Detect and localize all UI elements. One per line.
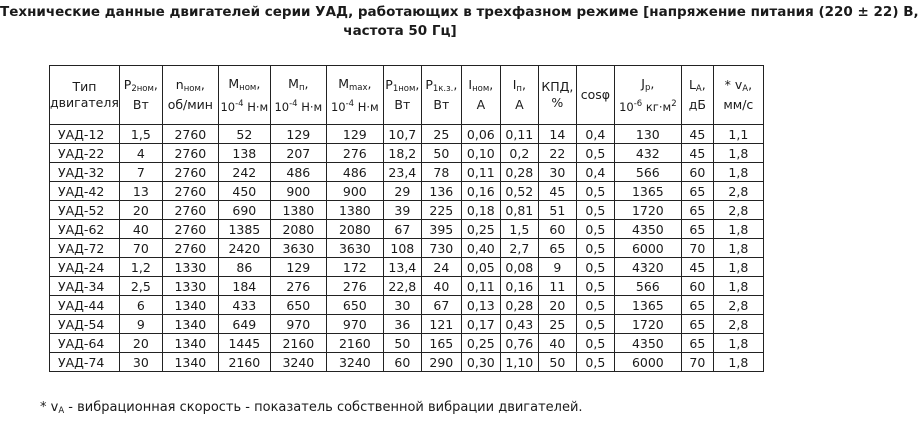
table-cell: 0,30 (461, 353, 500, 372)
header-m-max: $M_{max}$, $10^{-4}$ Н·м (326, 66, 383, 125)
table-cell: 1380 (326, 201, 383, 220)
table-cell: 30 (119, 353, 162, 372)
table-cell: 0,06 (461, 125, 500, 144)
table-cell: 900 (270, 182, 326, 201)
motor-type-cell: УАД-42 (50, 182, 120, 201)
table-cell: 14 (538, 125, 576, 144)
table-row (50, 163, 764, 182)
table-cell: 0,11 (461, 163, 500, 182)
table-cell: 13,4 (383, 258, 421, 277)
table-cell: 70 (119, 239, 162, 258)
table-cell: 1,8 (713, 277, 763, 296)
table-cell: 65 (681, 315, 713, 334)
table-cell: 0,5 (576, 334, 614, 353)
table-cell: 0,2 (500, 144, 538, 163)
table-cell: 129 (326, 125, 383, 144)
motor-type-cell: УАД-72 (50, 239, 120, 258)
table-cell: 70 (681, 239, 713, 258)
table-cell: 0,4 (576, 125, 614, 144)
table-cell: 9 (538, 258, 576, 277)
table-cell: 0,13 (461, 296, 500, 315)
table-cell: 22,8 (383, 277, 421, 296)
motor-type-cell: УАД-62 (50, 220, 120, 239)
table-row (50, 201, 764, 220)
table-cell: 2760 (162, 201, 218, 220)
table-cell: 0,40 (461, 239, 500, 258)
table-cell: 0,11 (500, 125, 538, 144)
header-vibration: * $v_A$, мм/с (713, 66, 763, 125)
table-cell: 0,18 (461, 201, 500, 220)
table-cell: 1365 (614, 182, 681, 201)
specifications-table (49, 65, 764, 372)
table-cell: 650 (270, 296, 326, 315)
table-row (50, 334, 764, 353)
table-cell: 0,5 (576, 201, 614, 220)
table-cell: 2760 (162, 125, 218, 144)
table-cell: 30 (538, 163, 576, 182)
table-cell: 486 (270, 163, 326, 182)
table-cell: 70 (681, 353, 713, 372)
table-cell: 1365 (614, 296, 681, 315)
motor-type-cell: УАД-54 (50, 315, 120, 334)
motor-type-cell: УАД-34 (50, 277, 120, 296)
table-cell: 276 (326, 144, 383, 163)
table-cell: 18,2 (383, 144, 421, 163)
table-cell: 650 (326, 296, 383, 315)
table-cell: 2,8 (713, 182, 763, 201)
table-cell: 970 (270, 315, 326, 334)
table-body (50, 125, 764, 372)
table-cell: 2420 (218, 239, 270, 258)
motor-type-cell: УАД-22 (50, 144, 120, 163)
table-cell: 0,81 (500, 201, 538, 220)
table-cell: 1720 (614, 315, 681, 334)
table-cell: 2760 (162, 220, 218, 239)
table-cell: 129 (270, 125, 326, 144)
motor-type-cell: УАД-24 (50, 258, 120, 277)
table-cell: 2760 (162, 182, 218, 201)
table-cell: 970 (326, 315, 383, 334)
header-inertia: $J_р$, $10^{-6}$ $кг\cdot м^2$ (614, 66, 681, 125)
table-cell: 0,5 (576, 277, 614, 296)
header-efficiency: КПД, % (538, 66, 576, 125)
table-cell: 730 (421, 239, 461, 258)
motor-type-cell: УАД-44 (50, 296, 120, 315)
table-row (50, 125, 764, 144)
table-cell: 0,5 (576, 220, 614, 239)
table-cell: 65 (681, 334, 713, 353)
table-cell: 1,8 (713, 163, 763, 182)
table-cell: 40 (421, 277, 461, 296)
table-cell: 1,10 (500, 353, 538, 372)
table-cell: 0,5 (576, 315, 614, 334)
table-cell: 138 (218, 144, 270, 163)
table-cell: 0,25 (461, 334, 500, 353)
table-cell: 67 (383, 220, 421, 239)
table-cell: 108 (383, 239, 421, 258)
table-cell: 690 (218, 201, 270, 220)
table-cell: 20 (119, 334, 162, 353)
table-cell: 184 (218, 277, 270, 296)
title-line-1: Технические данные двигателей серии УАД, работающих в трехфазном режиме [напряжение питания (220 ± 22) В, (0, 4, 919, 20)
table-cell: 0,52 (500, 182, 538, 201)
table-cell: 130 (614, 125, 681, 144)
header-cos-phi: cosφ (576, 66, 614, 125)
table-cell: 65 (681, 182, 713, 201)
table-cell: 45 (681, 144, 713, 163)
header-p1-nominal: $P_{1ном}$, Вт (383, 66, 421, 125)
footnote: * $v_A$ - вибрационная скорость - показатель собственной вибрации двигателей. (40, 400, 583, 416)
table-row (50, 296, 764, 315)
table-cell: 649 (218, 315, 270, 334)
table-cell: 0,28 (500, 296, 538, 315)
table-cell: 0,10 (461, 144, 500, 163)
table-cell: 433 (218, 296, 270, 315)
table-cell: 1,2 (119, 258, 162, 277)
table-cell: 50 (383, 334, 421, 353)
table-cell: 207 (270, 144, 326, 163)
table-cell: 60 (538, 220, 576, 239)
table-cell: 7 (119, 163, 162, 182)
table-cell: 2,7 (500, 239, 538, 258)
table-cell: 2,8 (713, 315, 763, 334)
table-cell: 0,11 (461, 277, 500, 296)
table-cell: 2080 (270, 220, 326, 239)
table-cell: 2760 (162, 163, 218, 182)
table-cell: 0,5 (576, 144, 614, 163)
table-cell: 276 (326, 277, 383, 296)
table-cell: 0,5 (576, 239, 614, 258)
table-cell: 36 (383, 315, 421, 334)
table-cell: 52 (218, 125, 270, 144)
table-cell: 1,5 (119, 125, 162, 144)
table-cell: 172 (326, 258, 383, 277)
table-cell: 2,8 (713, 296, 763, 315)
table-cell: 0,4 (576, 163, 614, 182)
table-cell: 86 (218, 258, 270, 277)
table-cell: 6000 (614, 353, 681, 372)
table-cell: 0,43 (500, 315, 538, 334)
table-cell: 0,16 (461, 182, 500, 201)
header-p1-short-circuit: $P_{1к.з.}$, Вт (421, 66, 461, 125)
table-cell: 60 (681, 277, 713, 296)
table-cell: 1,8 (713, 258, 763, 277)
table-cell: 45 (681, 125, 713, 144)
table-cell: 65 (538, 239, 576, 258)
table-cell: 45 (538, 182, 576, 201)
table-cell: 1380 (270, 201, 326, 220)
header-noise-level: $L_A$, дБ (681, 66, 713, 125)
table-cell: 4 (119, 144, 162, 163)
table-cell: 60 (681, 163, 713, 182)
table-cell: 50 (538, 353, 576, 372)
motor-type-cell: УАД-32 (50, 163, 120, 182)
table-cell: 1385 (218, 220, 270, 239)
table-cell: 0,05 (461, 258, 500, 277)
table-cell: 0,25 (461, 220, 500, 239)
table-cell: 78 (421, 163, 461, 182)
table-cell: 136 (421, 182, 461, 201)
table-cell: 0,5 (576, 296, 614, 315)
motor-type-cell: УАД-74 (50, 353, 120, 372)
table-cell: 1,8 (713, 353, 763, 372)
table-cell: 1445 (218, 334, 270, 353)
table-cell: 4350 (614, 334, 681, 353)
table-cell: 0,08 (500, 258, 538, 277)
table-cell: 60 (383, 353, 421, 372)
table-cell: 65 (681, 201, 713, 220)
table-cell: 1720 (614, 201, 681, 220)
table-cell: 45 (681, 258, 713, 277)
table-cell: 0,28 (500, 163, 538, 182)
table-cell: 9 (119, 315, 162, 334)
header-m-nominal: $M_{ном}$, $10^{-4}$ Н·м (218, 66, 270, 125)
header-n-nominal: $n_{ном}$, об/мин (162, 66, 218, 125)
table-cell: 20 (538, 296, 576, 315)
table-row (50, 144, 764, 163)
table-cell: 24 (421, 258, 461, 277)
table-cell: 1,5 (500, 220, 538, 239)
table-cell: 23,4 (383, 163, 421, 182)
table-cell: 67 (421, 296, 461, 315)
table-cell: 242 (218, 163, 270, 182)
header-p2-nominal: $P_{2ном}$, Вт (119, 66, 162, 125)
table-cell: 566 (614, 277, 681, 296)
table-cell: 2160 (270, 334, 326, 353)
header-i-start: $I_п$, А (500, 66, 538, 125)
table-cell: 40 (538, 334, 576, 353)
table-cell: 1,8 (713, 220, 763, 239)
table-cell: 2760 (162, 144, 218, 163)
table-cell: 65 (681, 296, 713, 315)
table-row (50, 353, 764, 372)
table-cell: 1340 (162, 315, 218, 334)
table-row (50, 315, 764, 334)
table-cell: 2,8 (713, 201, 763, 220)
table-cell: 25 (421, 125, 461, 144)
table-row (50, 182, 764, 201)
table-cell: 10,7 (383, 125, 421, 144)
table-row (50, 258, 764, 277)
header-row (50, 66, 764, 125)
header-i-nominal: $I_{ном}$, А (461, 66, 500, 125)
table-cell: 1,8 (713, 239, 763, 258)
table-cell: 1340 (162, 334, 218, 353)
table-cell: 1330 (162, 277, 218, 296)
table-cell: 2160 (326, 334, 383, 353)
table-cell: 0,76 (500, 334, 538, 353)
table-cell: 30 (383, 296, 421, 315)
title-line-2: частота 50 Гц] (343, 23, 457, 39)
table-cell: 3630 (326, 239, 383, 258)
table-cell: 486 (326, 163, 383, 182)
header-motor-type: Тип двигателя (50, 66, 120, 125)
table-cell: 25 (538, 315, 576, 334)
table-cell: 290 (421, 353, 461, 372)
table-row (50, 277, 764, 296)
table-cell: 2,5 (119, 277, 162, 296)
table-cell: 129 (270, 258, 326, 277)
table-cell: 13 (119, 182, 162, 201)
table-title (0, 3, 919, 41)
table-cell: 1,1 (713, 125, 763, 144)
table-cell: 22 (538, 144, 576, 163)
table-cell: 51 (538, 201, 576, 220)
table-cell: 2080 (326, 220, 383, 239)
table-cell: 6 (119, 296, 162, 315)
table-cell: 3630 (270, 239, 326, 258)
table-cell: 4350 (614, 220, 681, 239)
table-cell: 432 (614, 144, 681, 163)
table-cell: 1330 (162, 258, 218, 277)
table-cell: 40 (119, 220, 162, 239)
table-cell: 0,5 (576, 182, 614, 201)
table-cell: 395 (421, 220, 461, 239)
table-cell: 121 (421, 315, 461, 334)
table-cell: 11 (538, 277, 576, 296)
table-cell: 0,16 (500, 277, 538, 296)
table-cell: 50 (421, 144, 461, 163)
table-cell: 1340 (162, 353, 218, 372)
table-cell: 450 (218, 182, 270, 201)
table-cell: 0,17 (461, 315, 500, 334)
table-cell: 900 (326, 182, 383, 201)
table-cell: 1340 (162, 296, 218, 315)
header-m-start: $M_п$, $10^{-4}$ Н·м (270, 66, 326, 125)
motor-type-cell: УАД-52 (50, 201, 120, 220)
table-cell: 276 (270, 277, 326, 296)
table-cell: 1,8 (713, 334, 763, 353)
table-cell: 0,5 (576, 353, 614, 372)
table-cell: 165 (421, 334, 461, 353)
table-cell: 4320 (614, 258, 681, 277)
table-row (50, 239, 764, 258)
table-cell: 2160 (218, 353, 270, 372)
table-cell: 6000 (614, 239, 681, 258)
table-cell: 3240 (326, 353, 383, 372)
motor-type-cell: УАД-64 (50, 334, 120, 353)
table-cell: 39 (383, 201, 421, 220)
table-cell: 0,5 (576, 258, 614, 277)
table-cell: 65 (681, 220, 713, 239)
table-cell: 2760 (162, 239, 218, 258)
table-row (50, 220, 764, 239)
table-cell: 225 (421, 201, 461, 220)
motor-type-cell: УАД-12 (50, 125, 120, 144)
table-cell: 3240 (270, 353, 326, 372)
table-cell: 20 (119, 201, 162, 220)
table-cell: 1,8 (713, 144, 763, 163)
table-cell: 566 (614, 163, 681, 182)
table-cell: 29 (383, 182, 421, 201)
